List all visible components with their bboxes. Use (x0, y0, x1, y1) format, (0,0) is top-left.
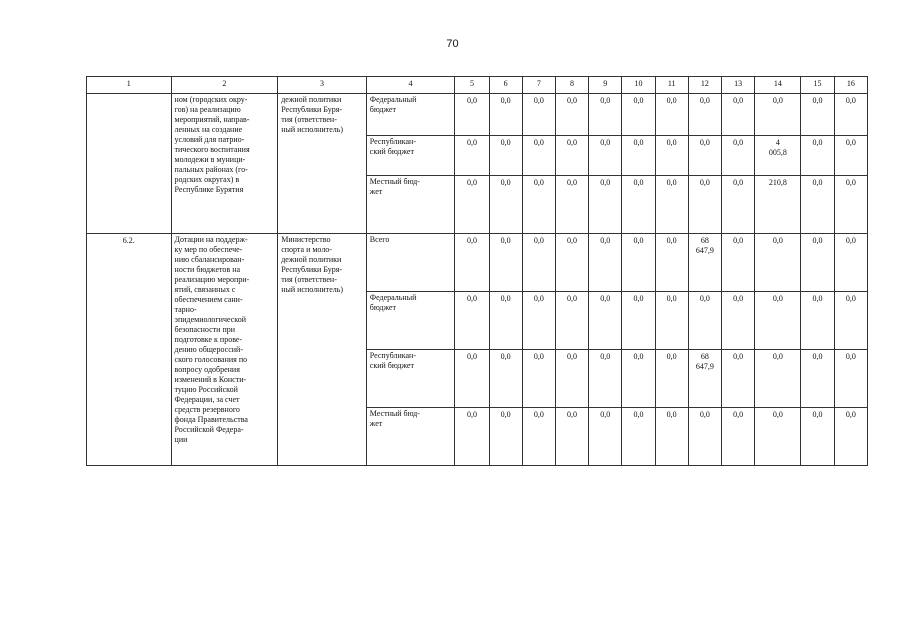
value-cell-text: 0,0 (500, 352, 511, 361)
value-cell (522, 292, 555, 350)
value-cell-text: 0,0 (666, 236, 677, 245)
value-cell-text: 0,0 (567, 138, 578, 147)
funding-source-text: Местный бюд- жет (369, 409, 420, 428)
value-cell-text: 0,0 (733, 138, 744, 147)
value-cell (655, 176, 688, 234)
measure-description (171, 94, 278, 234)
value-cell (655, 94, 688, 136)
column-header: 12 (688, 77, 721, 94)
measure-description-text: Дотации на поддерж- ку мер по обеспече- нию сбалансирован- ности бюджетов на реализацию меропри- ятий, связанных с обеспечением сани- тарно- эпидемиологической безопасности при подготовке к прове- дению общероссий- ского голосования по вопросу одобрения изменений в Консти- туцию Российской Федерации, за счет средств резервного фонда Правительства Российской Федера- ции (174, 235, 250, 444)
value-cell-text: 0,0 (500, 138, 511, 147)
value-cell-text: 0,0 (567, 96, 578, 105)
value-cell-text: 0,0 (600, 352, 611, 361)
value-cell (834, 350, 867, 408)
value-cell (721, 292, 754, 350)
value-cell (555, 350, 588, 408)
column-header: 7 (522, 77, 555, 94)
value-cell-text: 0,0 (699, 96, 710, 105)
value-cell-text: 0,0 (812, 294, 823, 303)
value-cell (755, 350, 801, 408)
value-cell (522, 94, 555, 136)
value-cell (721, 350, 754, 408)
value-cell (522, 408, 555, 466)
value-cell (455, 350, 489, 408)
column-header: 16 (834, 77, 867, 94)
value-cell-text: 0,0 (812, 178, 823, 187)
value-cell-text: 0,0 (600, 236, 611, 245)
value-cell (522, 136, 555, 176)
value-cell (721, 136, 754, 176)
row-index-text: 6.2. (122, 236, 135, 245)
value-cell-text: 0,0 (733, 96, 744, 105)
value-cell (489, 176, 522, 234)
value-cell-text: 0,0 (772, 236, 783, 245)
value-cell-text: 0,0 (845, 96, 856, 105)
value-cell (555, 292, 588, 350)
value-cell (801, 94, 834, 136)
value-cell (622, 292, 655, 350)
value-cell (655, 136, 688, 176)
value-cell-text: 0,0 (699, 178, 710, 187)
funding-source (366, 350, 455, 408)
value-cell-text: 0,0 (533, 138, 544, 147)
value-cell (688, 350, 721, 408)
column-header: 14 (755, 77, 801, 94)
value-cell-text: 0,0 (466, 294, 477, 303)
value-cell-text: 0,0 (772, 352, 783, 361)
value-cell (721, 408, 754, 466)
value-cell (622, 176, 655, 234)
value-cell (834, 408, 867, 466)
value-cell (455, 176, 489, 234)
value-cell (522, 234, 555, 292)
value-cell (589, 94, 622, 136)
value-cell-text: 0,0 (466, 236, 477, 245)
value-cell-text: 0,0 (466, 178, 477, 187)
value-cell (755, 176, 801, 234)
value-cell (589, 350, 622, 408)
row-index (87, 94, 172, 234)
value-cell-text: 0,0 (666, 352, 677, 361)
value-cell (622, 94, 655, 136)
value-cell-text: 0,0 (567, 294, 578, 303)
value-cell-text: 0,0 (772, 294, 783, 303)
value-cell (489, 408, 522, 466)
value-cell-text: 0,0 (733, 178, 744, 187)
column-header: 2 (171, 77, 278, 94)
value-cell (622, 136, 655, 176)
page-number: 70 (446, 38, 459, 50)
value-cell (555, 408, 588, 466)
value-cell-text: 0,0 (633, 138, 644, 147)
value-cell-text: 0,0 (567, 352, 578, 361)
value-cell-text: 0,0 (533, 294, 544, 303)
value-cell (455, 408, 489, 466)
value-cell-text: 0,0 (812, 352, 823, 361)
value-cell-text: 0,0 (699, 138, 710, 147)
value-cell-text: 4 005,8 (768, 138, 787, 157)
value-cell (834, 292, 867, 350)
value-cell (688, 136, 721, 176)
funding-source-text: Федеральный бюджет (369, 95, 417, 114)
column-header: 10 (622, 77, 655, 94)
value-cell (555, 136, 588, 176)
budget-table (86, 76, 868, 466)
funding-source (366, 94, 455, 136)
value-cell-text: 0,0 (812, 96, 823, 105)
value-cell-text: 0,0 (699, 410, 710, 419)
value-cell (688, 94, 721, 136)
value-cell-text: 0,0 (533, 236, 544, 245)
value-cell (555, 94, 588, 136)
table-row (87, 234, 868, 292)
column-header: 13 (721, 77, 754, 94)
value-cell (589, 408, 622, 466)
value-cell (834, 94, 867, 136)
value-cell (655, 350, 688, 408)
value-cell (721, 94, 754, 136)
value-cell (489, 350, 522, 408)
header-row (87, 77, 868, 94)
value-cell-text: 0,0 (845, 178, 856, 187)
value-cell-text: 0,0 (466, 410, 477, 419)
value-cell (489, 136, 522, 176)
value-cell (801, 408, 834, 466)
column-header: 5 (455, 77, 489, 94)
value-cell-text: 0,0 (845, 410, 856, 419)
value-cell-text: 0,0 (600, 178, 611, 187)
value-cell-text: 0,0 (533, 96, 544, 105)
value-cell-text: 0,0 (772, 96, 783, 105)
column-header: 3 (278, 77, 367, 94)
column-header: 6 (489, 77, 522, 94)
value-cell (555, 176, 588, 234)
measure-description-text: ном (городских окру- гов) на реализацию мероприятий, направ- ленных на создание условий для патрио- тического воспитания молодежи в муници- пальных районах (го- родских округах) в Республике Бурятия (174, 95, 250, 194)
value-cell (455, 234, 489, 292)
value-cell-text: 0,0 (666, 410, 677, 419)
value-cell (589, 136, 622, 176)
value-cell (834, 176, 867, 234)
value-cell-text: 0,0 (500, 236, 511, 245)
value-cell-text: 0,0 (633, 236, 644, 245)
value-cell (755, 94, 801, 136)
value-cell-text: 0,0 (845, 352, 856, 361)
value-cell-text: 0,0 (772, 410, 783, 419)
value-cell-text: 210,8 (768, 178, 787, 187)
value-cell (489, 234, 522, 292)
value-cell-text: 0,0 (812, 236, 823, 245)
funding-source (366, 408, 455, 466)
value-cell-text: 0,0 (500, 294, 511, 303)
value-cell-text: 0,0 (466, 352, 477, 361)
executor-text: Министерство спорта и моло- дежной политики Республики Буря- тия (ответствен- ный исполнитель) (281, 235, 344, 294)
value-cell (555, 234, 588, 292)
column-header: 1 (87, 77, 172, 94)
value-cell (622, 408, 655, 466)
value-cell (589, 292, 622, 350)
funding-source-text: Республикан- ский бюджет (369, 137, 416, 156)
value-cell-text: 0,0 (600, 410, 611, 419)
value-cell-text: 0,0 (733, 410, 744, 419)
measure-description (171, 234, 278, 466)
value-cell-text: 0,0 (567, 236, 578, 245)
value-cell-text: 0,0 (466, 96, 477, 105)
executor (278, 234, 367, 466)
column-header: 4 (366, 77, 455, 94)
funding-source-text: Местный бюд- жет (369, 177, 420, 196)
value-cell (489, 292, 522, 350)
value-cell-text: 0,0 (666, 138, 677, 147)
value-cell-text: 0,0 (600, 96, 611, 105)
row-index (87, 234, 172, 466)
value-cell (589, 234, 622, 292)
value-cell (801, 234, 834, 292)
value-cell-text: 0,0 (733, 352, 744, 361)
funding-source (366, 136, 455, 176)
value-cell (834, 234, 867, 292)
column-header: 15 (801, 77, 834, 94)
value-cell-text: 0,0 (812, 410, 823, 419)
value-cell (755, 136, 801, 176)
value-cell-text: 0,0 (633, 352, 644, 361)
column-header: 11 (655, 77, 688, 94)
value-cell (455, 136, 489, 176)
funding-source-text: Федеральный бюджет (369, 293, 417, 312)
value-cell-text: 0,0 (666, 178, 677, 187)
value-cell (801, 176, 834, 234)
table-row (87, 94, 868, 136)
value-cell (801, 350, 834, 408)
value-cell-text: 0,0 (533, 410, 544, 419)
value-cell-text: 0,0 (845, 138, 856, 147)
value-cell-text: 0,0 (733, 236, 744, 245)
value-cell-text: 0,0 (466, 138, 477, 147)
value-cell (688, 292, 721, 350)
value-cell (801, 292, 834, 350)
value-cell-text: 0,0 (812, 138, 823, 147)
value-cell (622, 350, 655, 408)
value-cell-text: 0,0 (845, 236, 856, 245)
value-cell (721, 176, 754, 234)
value-cell (688, 234, 721, 292)
value-cell-text: 0,0 (633, 410, 644, 419)
value-cell-text: 0,0 (600, 294, 611, 303)
value-cell-text: 0,0 (666, 294, 677, 303)
funding-source-text: Всего (369, 235, 390, 244)
executor (278, 94, 367, 234)
executor-text: дежной политики Республики Буря- тия (ответствен- ный исполнитель) (281, 95, 344, 134)
value-cell-text: 68 647,9 (695, 352, 714, 371)
value-cell (755, 292, 801, 350)
value-cell-text: 0,0 (845, 294, 856, 303)
value-cell-text: 0,0 (500, 410, 511, 419)
value-cell (655, 408, 688, 466)
value-cell-text: 0,0 (733, 294, 744, 303)
value-cell-text: 68 647,9 (695, 236, 714, 255)
value-cell-text: 0,0 (633, 294, 644, 303)
value-cell (801, 136, 834, 176)
value-cell-text: 0,0 (500, 96, 511, 105)
value-cell (455, 94, 489, 136)
value-cell-text: 0,0 (699, 294, 710, 303)
value-cell-text: 0,0 (666, 96, 677, 105)
value-cell-text: 0,0 (533, 352, 544, 361)
funding-source-text: Республикан- ский бюджет (369, 351, 416, 370)
column-header: 9 (589, 77, 622, 94)
value-cell (455, 292, 489, 350)
column-header: 8 (555, 77, 588, 94)
value-cell (834, 136, 867, 176)
value-cell (721, 234, 754, 292)
value-cell-text: 0,0 (633, 96, 644, 105)
value-cell (589, 176, 622, 234)
value-cell (622, 234, 655, 292)
value-cell-text: 0,0 (500, 178, 511, 187)
value-cell-text: 0,0 (567, 410, 578, 419)
funding-source (366, 234, 455, 292)
value-cell (522, 350, 555, 408)
value-cell-text: 0,0 (533, 178, 544, 187)
value-cell (755, 408, 801, 466)
value-cell (655, 292, 688, 350)
value-cell (489, 94, 522, 136)
value-cell-text: 0,0 (633, 178, 644, 187)
value-cell (522, 176, 555, 234)
value-cell (688, 176, 721, 234)
value-cell (655, 234, 688, 292)
funding-source (366, 292, 455, 350)
funding-source (366, 176, 455, 234)
value-cell-text: 0,0 (567, 178, 578, 187)
value-cell-text: 0,0 (600, 138, 611, 147)
value-cell (688, 408, 721, 466)
value-cell (755, 234, 801, 292)
